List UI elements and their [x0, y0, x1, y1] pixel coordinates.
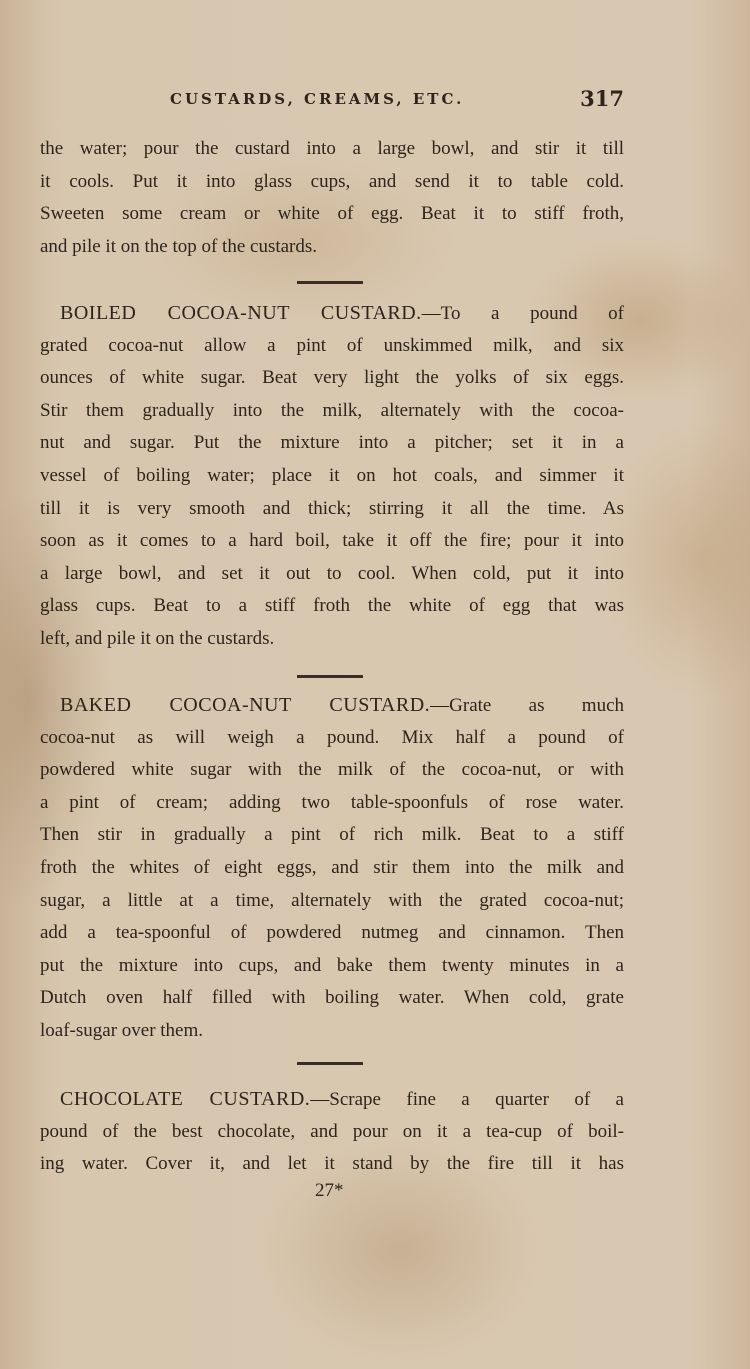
text-line: —Grate as much: [430, 695, 624, 716]
running-title: CUSTARDS, CREAMS, ETC.: [170, 90, 465, 108]
text-line: add a tea-spoonful of powdered nutmeg and cinnamon. Then: [40, 922, 624, 944]
running-head: [40, 86, 624, 116]
text-line: it cools. Put it into glass cups, and send it to table cold.: [40, 170, 624, 192]
section-divider: [297, 281, 363, 284]
text-line: powdered white sugar with the milk of the cocoa-nut, or with: [40, 759, 624, 781]
text-line: Then stir in gradually a pint of rich milk. Beat to a stiff: [40, 824, 624, 846]
text-line: soon as it comes to a hard boil, take it off the fire; pour it into: [40, 530, 624, 552]
text-line: pound of the best chocolate, and pour on it a tea-cup of boil-: [40, 1120, 624, 1142]
text-line: till it is very smooth and thick; stirring it all the time. As: [40, 497, 624, 519]
text-line: nut and sugar. Put the mixture into a pitcher; set it in a: [40, 432, 624, 454]
text-line: a large bowl, and set it out to cool. When cold, put it into: [40, 562, 624, 584]
text-line: left, and pile it on the custards.: [40, 627, 275, 649]
recipe-chocolate-custard: [40, 1083, 624, 1181]
section-divider: [297, 1062, 363, 1065]
text-line: vessel of boiling water; place it on hot coals, and simmer it: [40, 464, 624, 486]
text-line: grated cocoa-nut allow a pint of unskimmed milk, and six: [40, 334, 624, 356]
recipe-heading: BOILED COCOA-NUT CUSTARD.: [60, 302, 422, 324]
text-line: ing water. Cover it, and let it stand by the fire till it has: [40, 1153, 624, 1175]
text-line: the water; pour the custard into a large bowl, and stir it till: [40, 138, 624, 159]
signature-mark: 27*: [315, 1180, 344, 1201]
text-line: froth the whites of eight eggs, and stir them into the milk and: [40, 856, 624, 878]
text-line: loaf-sugar over them.: [40, 1019, 204, 1041]
text-line: glass cups. Beat to a stiff froth the white of egg that was: [40, 595, 624, 617]
recipe-boiled-cocoa-nut-custard: [40, 297, 624, 656]
section-divider: [297, 675, 363, 678]
text-line: a pint of cream; adding two table-spoonfuls of rose water.: [40, 791, 624, 813]
page-number: 317: [580, 86, 624, 111]
text-line: —Scrape fine a quarter of a: [310, 1089, 624, 1110]
text-line: Dutch oven half filled with boiling water. When cold, grate: [40, 987, 624, 1009]
text-line: ounces of white sugar. Beat very light the yolks of six eggs.: [40, 367, 624, 389]
text-line: and pile it on the top of the custards.: [40, 235, 318, 257]
text-line: —To a pound of: [421, 303, 624, 324]
text-line: Stir them gradually into the milk, alternately with the cocoa-: [40, 399, 624, 421]
recipe-first-line: [40, 689, 624, 722]
recipe-heading: CHOCOLATE CUSTARD.: [60, 1088, 311, 1110]
text-line: put the mixture into cups, and bake them twenty minutes in a: [40, 954, 624, 976]
recipe-first-line: [40, 297, 624, 330]
text-line: Sweeten some cream or white of egg. Beat it to stiff froth,: [40, 203, 624, 225]
text-line: sugar, a little at a time, alternately with the grated cocoa-nut;: [40, 889, 624, 911]
recipe-first-line: [40, 1083, 624, 1116]
text-line: cocoa-nut as will weigh a pound. Mix half a pound of: [40, 726, 624, 748]
continuation-paragraph: [40, 133, 624, 263]
recipe-baked-cocoa-nut-custard: [40, 689, 624, 1048]
recipe-heading: BAKED COCOA-NUT CUSTARD.: [60, 694, 431, 716]
